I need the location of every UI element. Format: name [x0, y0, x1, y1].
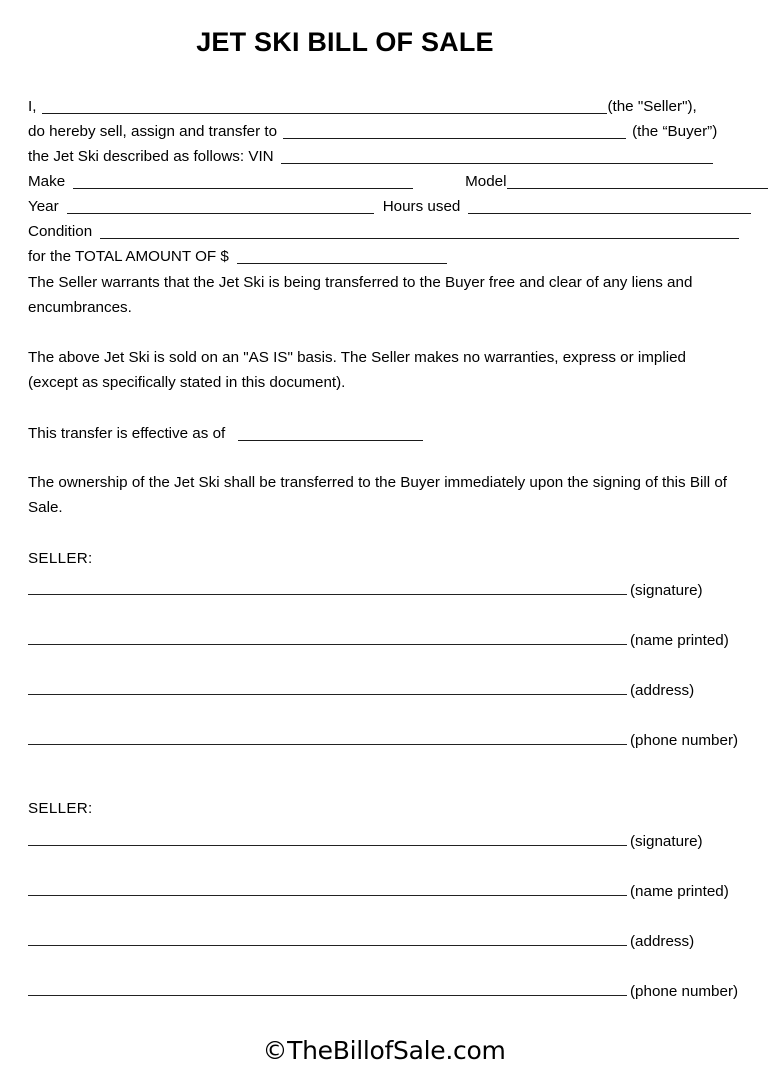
- seller-name-blank[interactable]: [42, 113, 607, 114]
- seller-2-phone-blank[interactable]: [28, 995, 627, 996]
- seller-2-signature-blank[interactable]: [28, 845, 627, 846]
- buyer-name-line: [28, 119, 742, 144]
- ownership-clause: The ownership of the Jet Ski shall be transferred to the Buyer immediately upon the signing of this Bill of Sale.: [28, 474, 727, 516]
- hours-used-blank[interactable]: [468, 213, 751, 214]
- effective-date-prefix: This transfer is effective as of: [28, 425, 226, 442]
- form-fields-area: [28, 94, 742, 269]
- seller-2-phone-label: (phone number): [630, 983, 739, 1000]
- vin-blank[interactable]: [281, 163, 713, 164]
- condition-label: Condition: [28, 223, 93, 240]
- vin-line-prefix: the Jet Ski described as follows: VIN: [28, 148, 274, 165]
- seller-2-phone-row: [28, 976, 742, 1000]
- vin-line: [28, 144, 742, 169]
- seller-name-line: [28, 94, 742, 119]
- condition-blank[interactable]: [100, 238, 739, 239]
- seller-2-signature-label: (signature): [630, 833, 703, 850]
- seller-1-phone-label: (phone number): [630, 732, 739, 749]
- seller-line-suffix: (the "Seller"),: [607, 98, 697, 115]
- buyer-name-blank[interactable]: [283, 138, 626, 139]
- buyer-line-prefix: do hereby sell, assign and transfer to: [28, 123, 278, 140]
- seller-1-signature-blank[interactable]: [28, 594, 627, 595]
- seller-1-address-blank[interactable]: [28, 694, 627, 695]
- total-amount-line: [28, 244, 742, 269]
- seller-2-address-row: [28, 926, 742, 950]
- seller-2-name-blank[interactable]: [28, 895, 627, 896]
- total-amount-label: for the TOTAL AMOUNT OF $: [28, 248, 229, 265]
- seller-1-signature-label: (signature): [630, 582, 703, 599]
- year-label: Year: [28, 198, 59, 215]
- make-model-line: [28, 169, 742, 194]
- make-blank[interactable]: [73, 188, 413, 189]
- seller-1-phone-blank[interactable]: [28, 744, 627, 745]
- seller-1-phone-row: [28, 725, 742, 749]
- model-blank[interactable]: [507, 188, 768, 189]
- year-hours-line: [28, 194, 742, 219]
- model-label: Model: [465, 173, 507, 190]
- seller-2-name-label: (name printed): [630, 883, 729, 900]
- seller-1-signature-row: [28, 575, 742, 599]
- seller-1-name-label: (name printed): [630, 632, 729, 649]
- effective-date-blank[interactable]: [238, 440, 423, 441]
- make-label: Make: [28, 173, 66, 190]
- seller-1-name-blank[interactable]: [28, 644, 627, 645]
- buyer-line-suffix: (the “Buyer”): [632, 123, 718, 140]
- seller-line-prefix: I,: [28, 98, 37, 115]
- seller-1-address-label: (address): [630, 682, 695, 699]
- seller-block-2-heading: SELLER:: [28, 800, 93, 817]
- seller-2-signature-row: [28, 826, 742, 850]
- page-title: JET SKI BILL OF SALE: [196, 27, 494, 57]
- effective-date-line: [28, 421, 728, 446]
- hours-used-label: Hours used: [382, 198, 461, 215]
- site-attribution-footer: ©TheBillofSale.com: [262, 1036, 506, 1065]
- condition-line: [28, 219, 742, 244]
- seller-block-1-heading: SELLER:: [28, 550, 93, 567]
- seller-1-name-row: [28, 625, 742, 649]
- seller-2-address-blank[interactable]: [28, 945, 627, 946]
- seller-2-address-label: (address): [630, 933, 695, 950]
- total-amount-blank[interactable]: [237, 263, 447, 264]
- as-is-clause: The above Jet Ski is sold on an "AS IS" basis. The Seller makes no warranties, express or implied (except as specifically stated in this document).: [28, 349, 686, 391]
- seller-2-name-row: [28, 876, 742, 900]
- seller-1-address-row: [28, 675, 742, 699]
- warranty-clause: The Seller warrants that the Jet Ski is being transferred to the Buyer free and clear of any liens and encumbrances.: [28, 274, 693, 316]
- year-blank[interactable]: [67, 213, 374, 214]
